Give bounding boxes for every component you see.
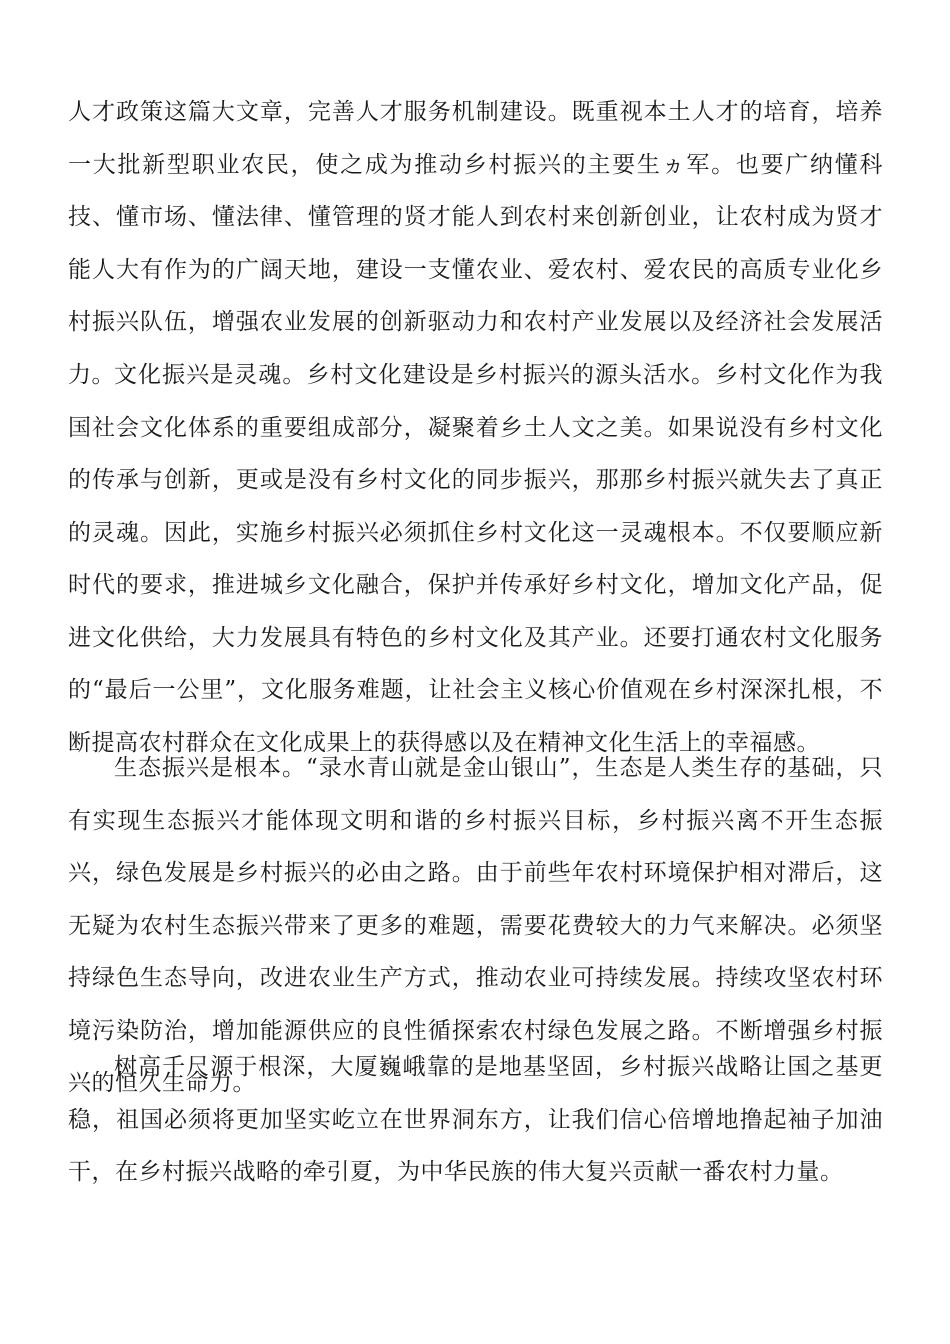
paragraph-text: 人才政策这篇大文章，完善人才服务机制建设。既重视本土人才的培育，培养一大批新型职业农民，使之成为推动乡村振兴的主要生ヵ军。也要广纳懂科技、懂市场、懂法律、懂管理的贤才能人到农村来创新创业，让农村成为贤才能人大有作为的广阔天地，建设一支懂农业、爱农村、爱农民的高质专业化乡村振兴队伍，增强农业发展的创新驱动力和农村产业发展以及经济社会发展活力。	[68, 99, 883, 388]
paragraph-cultural-revitalization	[68, 349, 883, 769]
paragraph-text: 文化振兴是灵魂。乡村文化建设是乡村振兴的源头活水。乡村文化作为我国社会文化体系的重要组成部分，凝聚着乡土人文之美。如果说没有乡村文化的传承与创新，更或是没有乡村文化的同步振兴，那那乡村振兴就失去了真正的灵魂。因此，实施乡村振兴必须抓住乡村文化这一灵魂根本。不仅要顺应新时代的要求，推进城乡文化融合，保护并传承好乡村文化，增加文化产品，促进文化供给，大力发展具有特色的乡村文化及其产业。还要打通农村文化服务的“最后一公里”，文化服务难题，让社会主义核心价值观在乡村深深扎根，不断提高农村群众在文化成果上的获得感以及在精神文化生活上的幸福感。	[68, 362, 883, 756]
paragraph-conclusion	[68, 1041, 883, 1199]
paragraph-text: 树高千尺源于根深，大厦巍峨靠的是地基坚固，乡村振兴战略让国之基更稳，祖国必须将更加坚实屹立在世界洞东方，让我们信心倍增地撸起袖子加油干，在乡村振兴战略的牵引夏，为中华民族的伟大复兴贡献一番农村力量。	[68, 1054, 883, 1185]
paragraph-text: 生态振兴是根本。“录水青山就是金山银山”，生态是人类生存的基础，只有实现生态振兴才能体现文明和谐的乡村振兴目标，乡村振兴离不开生态振兴，绿色发展是乡村振兴的必由之路。由于前些年农村环境保护相对滞后，这无疑为农村生态振兴带来了更多的难题，需要花费较大的力气来解决。必须坚持绿色生态导向，改进农业生产方式，推动农业可持续发展。持续攻坚农村环境污染防治，增加能源供应的良性循探索农村绿色发展之路。不断增强乡村振兴的恒久生命力。	[68, 755, 883, 1096]
